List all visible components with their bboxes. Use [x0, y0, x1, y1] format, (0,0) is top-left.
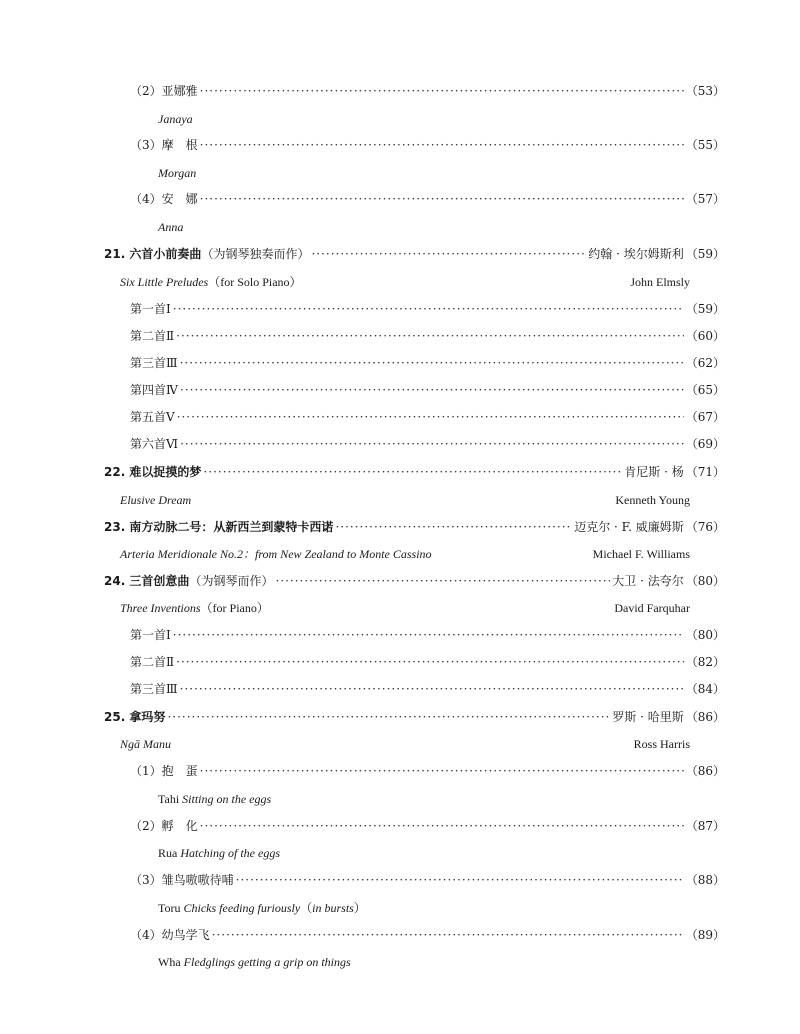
entry-label: （4）安 娜: [130, 192, 198, 206]
entry-title: 23. 南方动脉二号：从新西兰到蒙特卡西诺: [104, 520, 334, 534]
maori-word: Wha: [158, 955, 181, 969]
english-translation: Sitting on the eggs: [182, 792, 272, 806]
paren-open: （: [300, 901, 313, 915]
leader-dots: [203, 461, 622, 483]
toc-entry-janaya[interactable]: [130, 80, 725, 102]
leader-dots: [180, 352, 684, 374]
page-number: （71）: [685, 465, 725, 479]
english-translation: Chicks feeding furiously: [183, 901, 301, 915]
composer-name: 肯尼斯 · 杨: [624, 465, 684, 479]
english-composer: Michael F. Williams: [592, 547, 690, 561]
page-number: （55）: [685, 138, 725, 152]
toc-part-24-1[interactable]: [130, 624, 725, 646]
part-label: 第四首Ⅳ: [130, 383, 178, 397]
part-label: 第二首Ⅱ: [130, 329, 175, 343]
leader-dots: [200, 815, 684, 837]
entry-title: 24. 三首创意曲: [104, 574, 190, 588]
english-part-title: [158, 897, 366, 919]
leader-dots: [212, 924, 684, 946]
page-number: （69）: [685, 437, 725, 451]
leader-dots: [200, 188, 684, 210]
page-number: （87）: [685, 819, 725, 833]
english-title: Six Little Preludes: [120, 275, 209, 289]
english-subtitle: （for Piano）: [200, 601, 269, 615]
english-translation: Fledglings getting a grip on things: [183, 955, 351, 969]
part-label: 第二首Ⅱ: [130, 655, 175, 669]
part-label: 第三首Ⅲ: [130, 682, 178, 696]
english-title: Morgan: [158, 166, 197, 180]
page-number: （76）: [685, 520, 725, 534]
part-label: （1）抱 蛋: [130, 764, 198, 778]
page-number: （86）: [685, 710, 725, 724]
toc-part-24-3[interactable]: [130, 678, 725, 700]
page-number: （59）: [685, 302, 725, 316]
page-number: （57）: [685, 192, 725, 206]
toc-part-25-1[interactable]: [130, 760, 725, 782]
part-label: （2）孵 化: [130, 819, 198, 833]
page-number: （65）: [685, 383, 725, 397]
leader-dots: [311, 243, 586, 265]
page-number: （86）: [685, 764, 725, 778]
part-label: 第五首Ⅴ: [130, 410, 175, 424]
toc-entry-25[interactable]: [104, 706, 725, 728]
page-number: （59）: [685, 247, 725, 261]
toc-part-21-1[interactable]: [130, 298, 725, 320]
leader-dots: [167, 706, 610, 728]
leader-dots: [200, 760, 684, 782]
leader-dots: [180, 678, 684, 700]
english-part-title: [158, 951, 351, 973]
part-label: 第一首Ⅰ: [130, 302, 171, 316]
entry-title: 25. 拿玛努: [104, 710, 166, 724]
leader-dots: [200, 134, 684, 156]
leader-dots: [200, 80, 684, 102]
toc-part-25-2[interactable]: [130, 815, 725, 837]
english-subtitle: （for Solo Piano）: [208, 275, 302, 289]
leader-dots: [173, 298, 684, 320]
maori-word: Rua: [158, 846, 178, 860]
toc-part-21-5[interactable]: [130, 406, 725, 428]
maori-word: Tahi: [158, 792, 180, 806]
page-number: （88）: [685, 873, 725, 887]
english-translation-extra: in bursts: [312, 901, 354, 915]
entry-subtitle: （为钢琴而作）: [189, 574, 274, 588]
english-title: Anna: [158, 220, 184, 234]
leader-dots: [177, 406, 684, 428]
page-number: （67）: [685, 410, 725, 424]
leader-dots: [176, 651, 684, 673]
toc-part-21-6[interactable]: [130, 433, 725, 455]
part-label: （4）幼鸟学飞: [130, 928, 210, 942]
toc-part-24-2[interactable]: [130, 651, 725, 673]
english-title-line: [120, 271, 302, 293]
composer-name: 迈克尔 · F. 威廉姆斯: [574, 520, 684, 534]
toc-part-21-4[interactable]: [130, 379, 725, 401]
leader-dots: [180, 433, 684, 455]
page-number: （80）: [685, 574, 725, 588]
toc-entry-23[interactable]: [104, 516, 725, 538]
entry-title: 22. 难以捉摸的梦: [104, 465, 202, 479]
paren-close: ）: [353, 901, 366, 915]
english-translation: Hatching of the eggs: [180, 846, 280, 860]
english-title: Arteria Meridionale No.2：from New Zealand to Monte Cassino: [120, 547, 432, 561]
leader-dots: [275, 570, 610, 592]
page-number: （53）: [685, 84, 725, 98]
maori-word: Toru: [158, 901, 181, 915]
composer-name: 约翰 · 埃尔姆斯利: [588, 247, 684, 261]
toc-part-21-3[interactable]: [130, 352, 725, 374]
toc-part-21-2[interactable]: [130, 325, 725, 347]
part-label: （3）雏鸟嗷嗷待哺: [130, 873, 234, 887]
entry-subtitle: （为钢琴独奏而作）: [201, 247, 310, 261]
part-label: 第三首Ⅲ: [130, 356, 178, 370]
english-title-line: [120, 597, 269, 619]
english-part-title: [158, 842, 280, 864]
english-composer: Ross Harris: [633, 737, 690, 751]
page-number: （82）: [685, 655, 725, 669]
english-composer: David Farquhar: [614, 601, 690, 615]
toc-part-25-4[interactable]: [130, 924, 725, 946]
english-title: Three Inventions: [120, 601, 201, 615]
toc-entry-anna[interactable]: [130, 188, 725, 210]
leader-dots: [236, 869, 684, 891]
toc-part-25-3[interactable]: [130, 869, 725, 891]
page-number: （80）: [685, 628, 725, 642]
toc-entry-morgan[interactable]: [130, 134, 725, 156]
part-label: 第一首Ⅰ: [130, 628, 171, 642]
page-number: （89）: [685, 928, 725, 942]
composer-name: 大卫 · 法夸尔: [612, 574, 684, 588]
english-part-title: [158, 788, 271, 810]
composer-name: 罗斯 · 哈里斯: [612, 710, 684, 724]
entry-label: （2）亚娜雅: [130, 84, 198, 98]
english-composer: Kenneth Young: [615, 493, 690, 507]
leader-dots: [173, 624, 684, 646]
part-label: 第六首Ⅵ: [130, 437, 179, 451]
page-number: （84）: [685, 682, 725, 696]
english-title: Elusive Dream: [120, 493, 192, 507]
english-composer: John Elmsly: [630, 275, 690, 289]
leader-dots: [335, 516, 572, 538]
toc-entry-21[interactable]: [104, 243, 725, 265]
english-title: Ngā Manu: [120, 737, 171, 751]
entry-label: （3）摩 根: [130, 138, 198, 152]
toc-entry-24[interactable]: [104, 570, 725, 592]
page-number: （62）: [685, 356, 725, 370]
leader-dots: [180, 379, 684, 401]
toc-entry-22[interactable]: [104, 461, 725, 483]
english-title: Janaya: [158, 112, 193, 126]
page-number: （60）: [685, 329, 725, 343]
leader-dots: [176, 325, 684, 347]
entry-title: 21. 六首小前奏曲: [104, 247, 202, 261]
